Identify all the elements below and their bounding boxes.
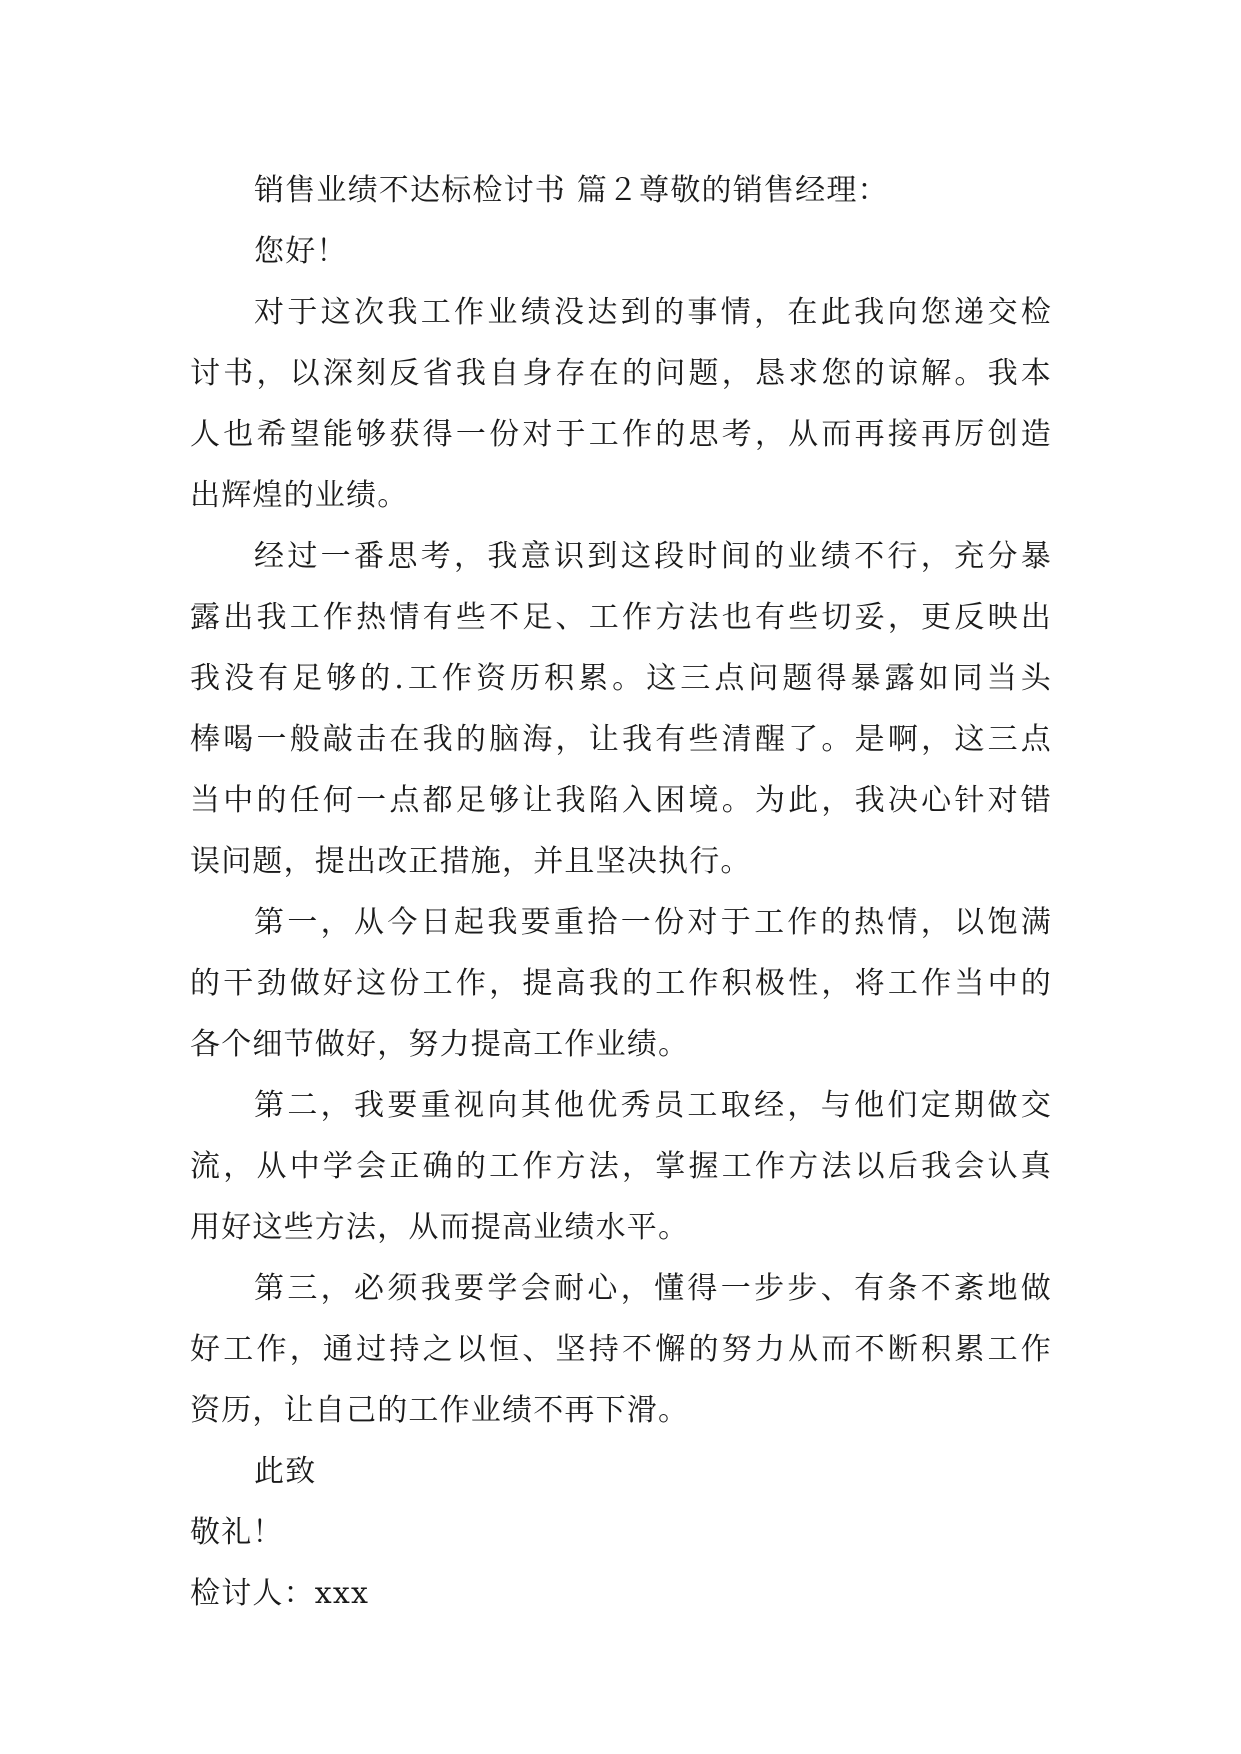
text-line: 误问题，提出改正措施，并且坚决执行。 — [190, 844, 752, 879]
text-line: 讨书，以深刻反省我自身存在的问题，恳求您的谅解。我本 — [190, 356, 1052, 391]
text-line: 的干劲做好这份工作，提高我的工作积极性，将工作当中的 — [190, 966, 1052, 1001]
document-body — [190, 160, 1052, 1624]
text-line: 出辉煌的业绩。 — [190, 478, 409, 513]
text-line: 棒喝一般敲击在我的脑海，让我有些清醒了。是啊，这三点 — [190, 722, 1052, 757]
text-line: 流，从中学会正确的工作方法，掌握工作方法以后我会认真 — [190, 1149, 1052, 1184]
text-line: 当中的任何一点都足够让我陷入困境。为此，我决心针对错 — [190, 783, 1052, 818]
text-line: 资历，让自己的工作业绩不再下滑。 — [190, 1393, 690, 1428]
text-line: 您好！ — [254, 234, 348, 269]
text-line: 人也希望能够获得一份对于工作的思考，从而再接再厉创造 — [190, 417, 1052, 452]
text-lines — [190, 160, 1052, 1624]
text-line: 敬礼！ — [190, 1515, 284, 1550]
text-line: 经过一番思考，我意识到这段时间的业绩不行，充分暴 — [254, 539, 1052, 574]
text-line: 第二，我要重视向其他优秀员工取经，与他们定期做交 — [254, 1088, 1052, 1123]
text-line: 露出我工作热情有些不足、工作方法也有些切妥，更反映出 — [190, 600, 1052, 635]
text-line: 此致 — [254, 1454, 317, 1489]
text-line: 销售业绩不达标检讨书 篇２尊敬的销售经理： — [254, 173, 889, 208]
text-line: 好工作，通过持之以恒、坚持不懈的努力从而不断积累工作 — [190, 1332, 1052, 1367]
text-line: 我没有足够的.工作资历积累。这三点问题得暴露如同当头 — [190, 661, 1052, 696]
text-line: 对于这次我工作业绩没达到的事情，在此我向您递交检 — [254, 295, 1052, 330]
text-line: 检讨人：xxx — [190, 1576, 370, 1611]
text-line: 第三，必须我要学会耐心，懂得一步步、有条不紊地做 — [254, 1271, 1052, 1306]
text-line: 第一，从今日起我要重拾一份对于工作的热情，以饱满 — [254, 905, 1052, 940]
text-line: 各个细节做好，努力提高工作业绩。 — [190, 1027, 690, 1062]
text-line: 用好这些方法，从而提高业绩水平。 — [190, 1210, 690, 1245]
